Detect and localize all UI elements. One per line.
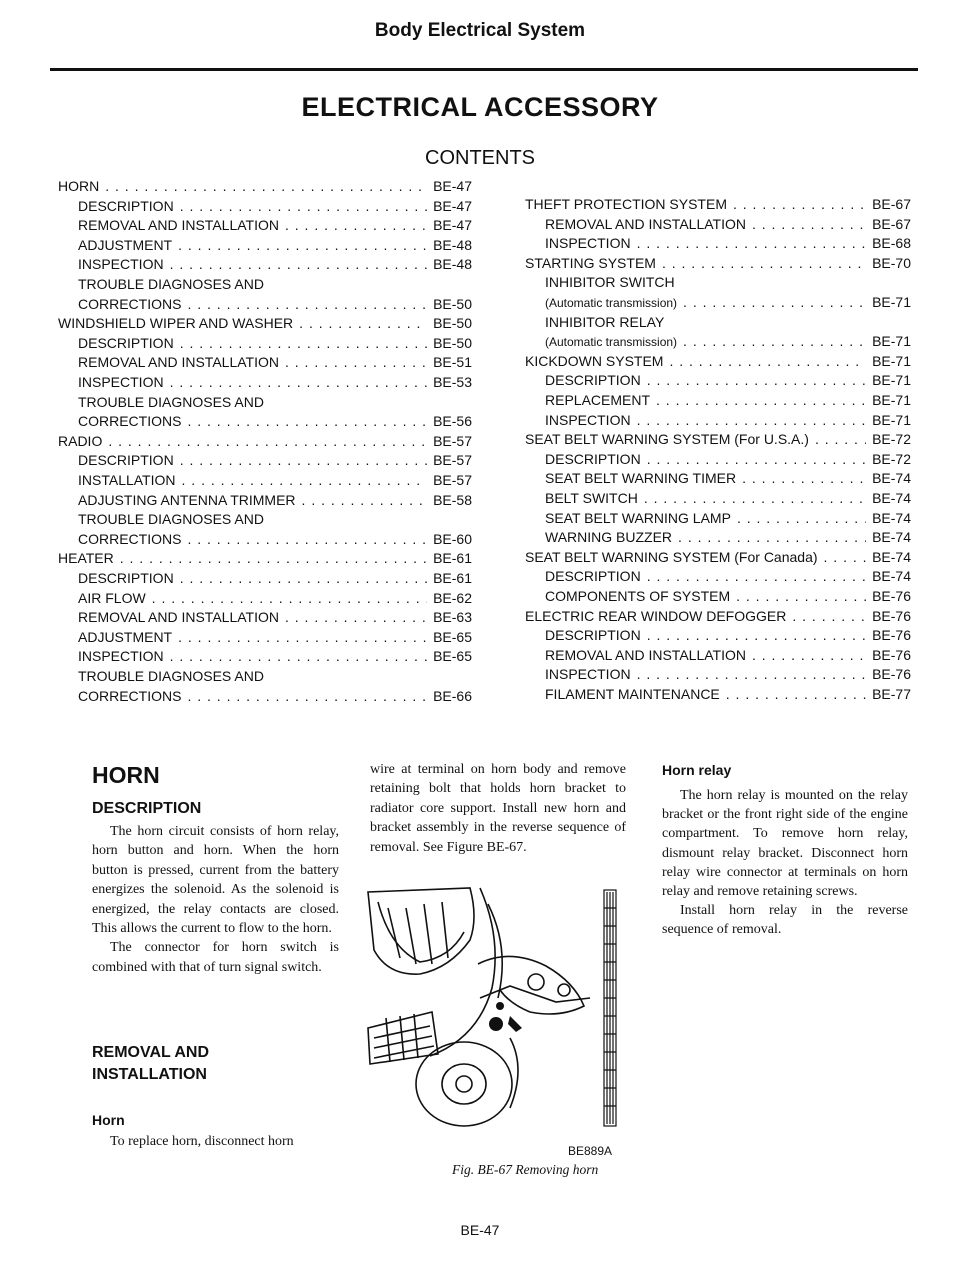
toc-entry-page: BE-76	[872, 607, 911, 624]
toc-entry	[78, 590, 472, 606]
toc-entry-page: BE-76	[872, 666, 911, 683]
toc-entry-label: HORN	[58, 178, 100, 194]
toc-entry	[545, 568, 911, 584]
toc-entry	[545, 686, 911, 702]
toc-entry	[78, 256, 472, 272]
toc-leader-dots	[187, 688, 427, 704]
toc-entry-page: BE-53	[433, 374, 472, 390]
toc-entry-label: TROUBLE DIAGNOSES AND	[78, 511, 264, 528]
toc-leader-dots	[285, 609, 427, 625]
toc-entry-label: DESCRIPTION	[545, 372, 641, 389]
toc-entry-page: BE-58	[433, 491, 472, 508]
toc-entry-page: BE-50	[433, 315, 472, 332]
toc-entry-label: AIR FLOW	[78, 589, 146, 606]
toc-entry-page: BE-61	[433, 570, 472, 586]
toc-entry-page: BE-56	[433, 413, 472, 430]
toc-entry	[58, 433, 472, 449]
toc-entry-page: BE-48	[433, 236, 472, 253]
toc-entry-page: BE-77	[872, 686, 911, 702]
toc-entry	[78, 276, 472, 292]
toc-entry-label: CORRECTIONS	[78, 687, 182, 704]
toc-leader-dots	[644, 490, 866, 506]
toc-entry-page: BE-60	[433, 530, 472, 547]
toc-leader-dots	[178, 237, 427, 253]
toc-entry	[525, 196, 911, 212]
toc-entry-label: ADJUSTMENT	[78, 628, 173, 645]
relay-paragraph-1: The horn relay is mounted on the relay bracket or the front right side of the engine compartment. To remove horn relay, dismount relay bracket. Disconnect horn relay wire connector at terminals on horn relay and remove retaining screws.	[662, 788, 908, 900]
toc-entry-label: (Automatic transmission)	[545, 296, 678, 310]
toc-entry	[78, 648, 472, 664]
toc-leader-dots	[792, 608, 866, 624]
toc-entry-page: BE-47	[433, 217, 472, 234]
toc-entry	[78, 472, 472, 488]
toc-entry-label: TROUBLE DIAGNOSES AND	[78, 393, 264, 410]
toc-leader-dots	[683, 294, 866, 310]
toc-entry-label: REMOVAL AND INSTALLATION	[78, 354, 279, 371]
toc-entry-page: BE-76	[872, 646, 911, 663]
toc-entry	[525, 431, 911, 447]
toc-entry-label: BELT SWITCH	[545, 490, 638, 506]
toc-entry-label: REMOVAL AND INSTALLATION	[78, 609, 279, 626]
toc-entry-page: BE-57	[433, 432, 472, 449]
toc-entry-page: BE-74	[872, 529, 911, 546]
toc-entry-page: BE-72	[872, 431, 911, 448]
toc-entry	[78, 198, 472, 214]
toc-leader-dots	[733, 196, 866, 212]
toc-entry-label: DESCRIPTION	[78, 197, 174, 214]
toc-entry-label: ADJUSTING ANTENNA TRIMMER	[78, 491, 296, 508]
toc-leader-dots	[736, 588, 866, 604]
toc-entry	[545, 529, 911, 545]
toc-entry-page: BE-70	[872, 254, 911, 271]
toc-leader-dots	[656, 392, 866, 408]
toc-entry	[545, 392, 911, 408]
toc-leader-dots	[678, 529, 866, 545]
toc-entry	[545, 372, 911, 388]
toc-entry-label: DESCRIPTION	[78, 452, 174, 469]
toc-entry-label: HEATER	[58, 550, 114, 567]
toc-leader-dots	[752, 647, 866, 663]
toc-entry	[545, 235, 911, 251]
toc-entry-label: REPLACEMENT	[545, 392, 651, 408]
toc-entry-page: BE-51	[433, 354, 472, 371]
toc-entry-page: BE-50	[433, 334, 472, 351]
toc-entry-label: INHIBITOR RELAY	[545, 313, 665, 330]
toc-entry	[545, 647, 911, 663]
section-heading-horn: HORN	[92, 762, 160, 788]
running-header: Body Electrical System	[374, 20, 586, 41]
toc-entry	[545, 490, 911, 506]
toc-entry	[545, 333, 911, 349]
toc-leader-dots	[170, 374, 428, 390]
toc-entry-label: INSPECTION	[545, 235, 631, 252]
toc-entry-label: REMOVAL AND INSTALLATION	[545, 215, 746, 232]
toc-leader-dots	[299, 315, 427, 331]
toc-entry-label: FILAMENT MAINTENANCE	[545, 686, 720, 702]
horn-text-continued	[370, 760, 626, 857]
toc-leader-dots	[180, 452, 427, 468]
toc-entry-page: BE-74	[872, 568, 911, 585]
horn-relay-text	[662, 786, 908, 940]
horn-removal-figure	[360, 878, 640, 1140]
toc-entry-page: BE-76	[872, 588, 911, 604]
toc-leader-dots	[647, 568, 866, 584]
figure-code: BE889A	[568, 1144, 613, 1158]
toc-entry	[78, 413, 472, 429]
toc-leader-dots	[737, 510, 866, 526]
toc-entry	[525, 549, 911, 565]
page-number: BE-47	[460, 1222, 500, 1238]
toc-entry	[78, 452, 472, 468]
toc-leader-dots	[187, 296, 427, 312]
toc-entry-label: SEAT BELT WARNING LAMP	[545, 509, 731, 526]
toc-entry	[78, 335, 472, 351]
toc-entry-label: DESCRIPTION	[78, 334, 174, 351]
toc-entry-page: BE-48	[433, 256, 472, 273]
toc-entry-label: REMOVAL AND INSTALLATION	[78, 217, 279, 234]
header-rule	[50, 68, 918, 71]
toc-entry	[525, 255, 911, 271]
toc-entry-label: SEAT BELT WARNING SYSTEM (For U.S.A.)	[525, 431, 809, 448]
toc-leader-dots	[752, 216, 866, 232]
toc-leader-dots	[683, 333, 866, 349]
toc-entry-label: DESCRIPTION	[545, 627, 641, 644]
toc-entry-label: INSPECTION	[78, 256, 164, 273]
toc-left-column	[58, 178, 472, 718]
toc-entry	[545, 412, 911, 428]
toc-entry	[525, 608, 911, 624]
toc-entry-label: INSTALLATION	[78, 472, 176, 488]
toc-entry-page: BE-71	[872, 294, 911, 310]
toc-entry	[545, 274, 911, 290]
toc-entry-label: INSPECTION	[78, 648, 164, 665]
toc-leader-dots	[187, 413, 427, 429]
toc-entry	[78, 394, 472, 410]
toc-entry	[525, 353, 911, 369]
toc-entry-page: BE-65	[433, 648, 472, 665]
toc-entry	[545, 666, 911, 682]
toc-entry-page: BE-71	[872, 372, 911, 389]
toc-entry-page: BE-57	[433, 452, 472, 469]
figure-caption: Fig. BE-67 Removing horn	[452, 1162, 599, 1177]
toc-entry-label: RADIO	[58, 432, 103, 449]
toc-leader-dots	[285, 217, 427, 233]
toc-entry-page: BE-61	[433, 550, 472, 567]
toc-entry	[78, 688, 472, 704]
toc-right-column	[525, 196, 911, 716]
toc-leader-dots	[180, 570, 427, 586]
toc-entry	[545, 216, 911, 232]
description-text	[92, 822, 339, 977]
description-paragraph-1: The horn circuit consists of horn relay, horn button and horn. When the horn button is pressed, current from the battery energizes the solenoid. As the solenoid is energized, the relay contacts are closed. This allows the current to flow to the horn.	[92, 824, 339, 937]
toc-entry-label: INSPECTION	[78, 374, 164, 390]
toc-leader-dots	[108, 433, 427, 449]
toc-entry-label: TROUBLE DIAGNOSES AND	[78, 276, 264, 292]
contents-heading: CONTENTS	[425, 147, 535, 169]
relay-paragraph-2: Install horn relay in the reverse sequence of removal.	[662, 903, 908, 938]
toc-leader-dots	[120, 550, 427, 566]
toc-entry-label: KICKDOWN SYSTEM	[525, 352, 664, 369]
horn-relay-subheading: Horn relay	[662, 762, 732, 778]
toc-entry-page: BE-66	[433, 687, 472, 704]
toc-leader-dots	[669, 353, 866, 369]
toc-entry-page: BE-74	[872, 548, 911, 565]
toc-leader-dots	[647, 627, 866, 643]
toc-entry	[545, 470, 911, 486]
toc-entry-label: INHIBITOR SWITCH	[545, 274, 675, 291]
toc-entry-label: CORRECTIONS	[78, 413, 182, 430]
toc-leader-dots	[637, 235, 867, 251]
toc-leader-dots	[726, 686, 866, 702]
toc-entry	[545, 314, 911, 330]
toc-leader-dots	[647, 372, 866, 388]
toc-entry-label: SEAT BELT WARNING TIMER	[545, 470, 737, 487]
toc-entry	[78, 629, 472, 645]
toc-entry	[78, 296, 472, 312]
toc-entry-page: BE-68	[872, 235, 911, 252]
toc-entry-page: BE-71	[872, 333, 911, 350]
toc-entry-page: BE-62	[433, 589, 472, 606]
toc-leader-dots	[824, 549, 867, 565]
toc-leader-dots	[170, 648, 428, 664]
horn-text-start	[92, 1132, 339, 1151]
toc-leader-dots	[637, 666, 867, 682]
toc-entry-page: BE-72	[872, 450, 911, 467]
toc-entry-label: INSPECTION	[545, 666, 631, 683]
toc-entry	[545, 588, 911, 604]
toc-leader-dots	[742, 470, 866, 486]
toc-entry	[58, 315, 472, 331]
toc-entry	[78, 531, 472, 547]
toc-entry-label: ELECTRIC REAR WINDOW DEFOGGER	[525, 607, 787, 624]
toc-leader-dots	[637, 412, 867, 428]
toc-entry	[78, 668, 472, 684]
horn-subheading: Horn	[92, 1112, 125, 1128]
toc-entry-label: COMPONENTS OF SYSTEM	[545, 588, 731, 604]
toc-leader-dots	[302, 492, 428, 508]
toc-entry-label: ADJUSTMENT	[78, 236, 173, 253]
toc-leader-dots	[105, 178, 427, 194]
toc-entry	[78, 511, 472, 527]
toc-entry-page: BE-74	[872, 490, 911, 506]
toc-entry	[545, 510, 911, 526]
toc-entry-label: DESCRIPTION	[78, 570, 174, 586]
toc-entry	[545, 451, 911, 467]
toc-entry	[545, 294, 911, 310]
toc-entry	[78, 237, 472, 253]
toc-leader-dots	[647, 451, 866, 467]
toc-entry-page: BE-63	[433, 609, 472, 626]
toc-entry-label: DESCRIPTION	[545, 450, 641, 467]
toc-leader-dots	[285, 354, 427, 370]
toc-leader-dots	[180, 198, 427, 214]
removal-heading: REMOVAL AND INSTALLATION	[92, 1044, 210, 1083]
toc-entry	[545, 627, 911, 643]
toc-entry-label: THEFT PROTECTION SYSTEM	[525, 196, 727, 212]
toc-leader-dots	[815, 431, 866, 447]
toc-entry-label: STARTING SYSTEM	[525, 254, 656, 271]
toc-entry-page: BE-76	[872, 627, 911, 644]
toc-entry-page: BE-50	[433, 295, 472, 312]
toc-entry-label: SEAT BELT WARNING SYSTEM (For Canada)	[525, 548, 818, 565]
toc-leader-dots	[180, 335, 427, 351]
toc-leader-dots	[178, 629, 427, 645]
toc-entry-page: BE-65	[433, 628, 472, 645]
toc-leader-dots	[170, 256, 428, 272]
toc-entry-page: BE-74	[872, 509, 911, 526]
toc-entry	[58, 550, 472, 566]
toc-leader-dots	[152, 590, 427, 606]
toc-entry	[78, 217, 472, 233]
description-heading: DESCRIPTION	[92, 800, 202, 817]
toc-entry-page: BE-67	[872, 196, 911, 212]
toc-entry-page: BE-71	[872, 352, 911, 369]
toc-leader-dots	[662, 255, 866, 271]
toc-entry	[78, 354, 472, 370]
toc-entry	[78, 570, 472, 586]
toc-entry	[58, 178, 472, 194]
toc-entry	[78, 492, 472, 508]
toc-entry-label: (Automatic transmission)	[545, 335, 678, 350]
horn-paragraph-continued: wire at terminal on horn body and remove retaining bolt that holds horn bracket to radiator core support. Install new horn and bracket assembly in the reverse sequence of removal. See Figure BE-67.	[370, 762, 626, 855]
toc-entry-label: REMOVAL AND INSTALLATION	[545, 646, 746, 663]
toc-entry-page: BE-71	[872, 392, 911, 408]
toc-entry	[78, 609, 472, 625]
toc-entry-label: WINDSHIELD WIPER AND WASHER	[58, 315, 294, 332]
toc-entry-page: BE-57	[433, 472, 472, 488]
toc-entry-page: BE-67	[872, 215, 911, 232]
toc-entry-label: TROUBLE DIAGNOSES AND	[78, 668, 264, 684]
page-title: ELECTRICAL ACCESSORY	[301, 92, 659, 122]
toc-entry-label: INSPECTION	[545, 411, 631, 428]
toc-entry-label: WARNING BUZZER	[545, 529, 673, 546]
toc-entry-page: BE-47	[433, 178, 472, 194]
toc-entry-label: CORRECTIONS	[78, 530, 182, 547]
toc-entry-label: CORRECTIONS	[78, 295, 182, 312]
description-paragraph-2: The connector for horn switch is combined with that of turn signal switch.	[92, 940, 339, 975]
toc-entry	[78, 374, 472, 390]
toc-entry-label: DESCRIPTION	[545, 568, 641, 585]
toc-entry-page: BE-47	[433, 197, 472, 214]
toc-leader-dots	[182, 472, 428, 488]
horn-paragraph-start: To replace horn, disconnect horn	[110, 1134, 294, 1149]
toc-entry-page: BE-74	[872, 470, 911, 487]
toc-entry-page: BE-71	[872, 411, 911, 428]
toc-leader-dots	[187, 531, 427, 547]
